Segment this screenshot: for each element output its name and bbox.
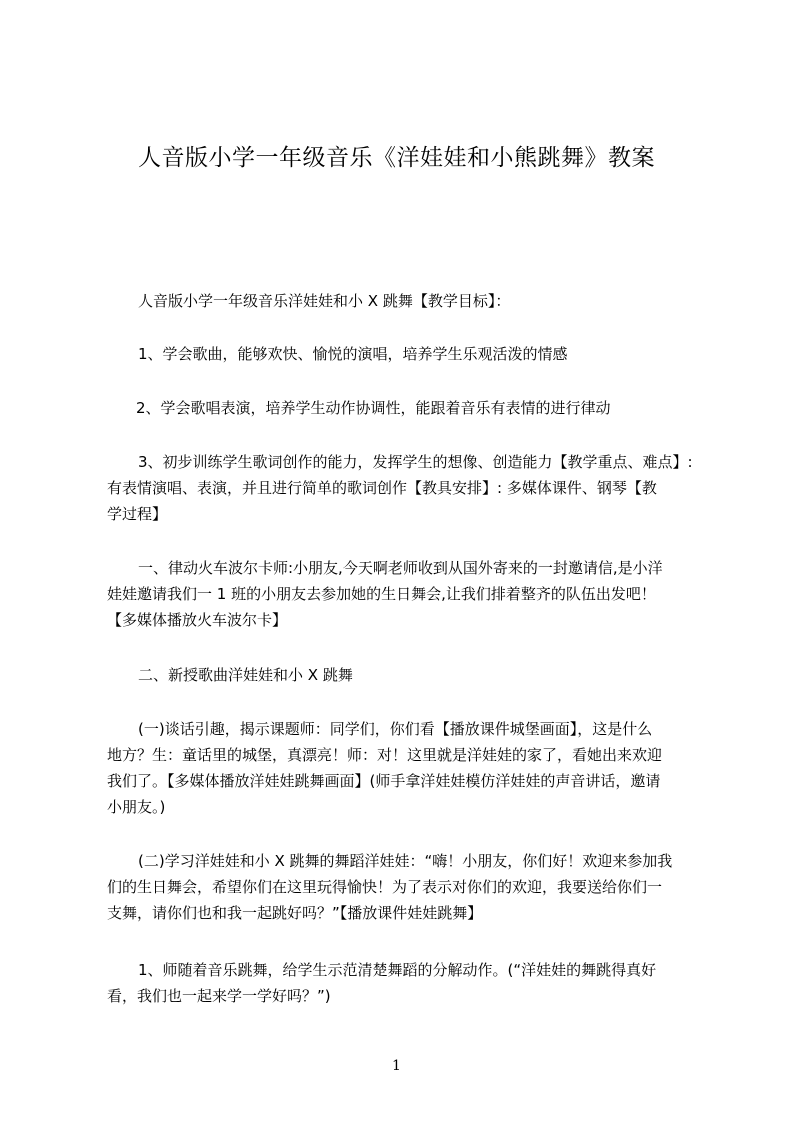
paragraph-line: 我们了。【多媒体播放洋娃娃跳舞画面】(师手拿洋娃娃模仿洋娃娃的声音讲话，邀请 [107, 772, 661, 790]
paragraph-line: 看，我们也一起来学一学好吗？”) [107, 987, 331, 1005]
paragraph-line: 2、学会歌唱表演，培养学生动作协调性，能跟着音乐有表情的进行律动 [136, 399, 611, 417]
document-title: 人音版小学一年级音乐《洋娃娃和小熊跳舞》教案 [138, 145, 655, 171]
paragraph-goal-1 [138, 341, 568, 367]
paragraph-line: 们的生日舞会，希望你们在这里玩得愉快！为了表示对你们的欢迎，我要送给你们一 [107, 878, 663, 896]
paragraph-step-1 [107, 957, 657, 1009]
paragraph-line: 小朋友。) [107, 798, 166, 816]
paragraph-line: (一)谈话引趣，揭示课题师：同学们，你们看【播放课件城堡画面】，这是什么 [138, 720, 653, 738]
paragraph-line: 一、律动火车波尔卡师:小朋友,今天啊老师收到从国外寄来的一封邀请信,是小洋 [138, 559, 663, 577]
paragraph-section-1 [107, 555, 663, 633]
page-number: 1 [392, 1058, 401, 1074]
paragraph-line: 学过程】 [107, 505, 168, 523]
paragraph-goal-2 [136, 395, 611, 421]
paragraph-line: 3、初步训练学生歌词创作的能力，发挥学生的想像、创造能力【教学重点、难点】: [138, 453, 693, 471]
paragraph-subsection-1 [107, 716, 662, 820]
paragraph-line: 1、学会歌曲，能够欢快、愉悦的演唱，培养学生乐观活泼的情感 [138, 345, 568, 363]
paragraph-line: 娃娃邀请我们一 1 班的小朋友去参加她的生日舞会,让我们排着整齐的队伍出发吧！ [107, 585, 656, 603]
paragraph-line: 支舞，请你们也和我一起跳好吗？”【播放课件娃娃跳舞】 [107, 904, 483, 922]
paragraph-line: (二)学习洋娃娃和小 X 跳舞的舞蹈洋娃娃：“嗨！小朋友，你们好！欢迎来参加我 [138, 852, 673, 870]
paragraph-line: 有表情演唱、表演，并且进行简单的歌词创作【教具安排】: 多媒体课件、钢琴【教 [107, 479, 657, 497]
paragraph-line: 地方？生：童话里的城堡，真漂亮！师：对！这里就是洋娃娃的家了，看她出来欢迎 [107, 746, 663, 764]
paragraph-line: 二、新授歌曲洋娃娃和小 X 跳舞 [138, 666, 353, 684]
paragraph-goal-3 [107, 449, 693, 527]
paragraph-intro [138, 288, 510, 314]
paragraph-section-2 [138, 662, 353, 688]
paragraph-line: 1、师随着音乐跳舞，给学生示范清楚舞蹈的分解动作。(“洋娃娃的舞跳得真好 [138, 961, 657, 979]
paragraph-line: 【多媒体播放火车波尔卡】 [107, 611, 288, 629]
paragraph-subsection-2 [107, 848, 673, 926]
paragraph-line: 人音版小学一年级音乐洋娃娃和小 X 跳舞【教学目标】： [138, 292, 511, 310]
